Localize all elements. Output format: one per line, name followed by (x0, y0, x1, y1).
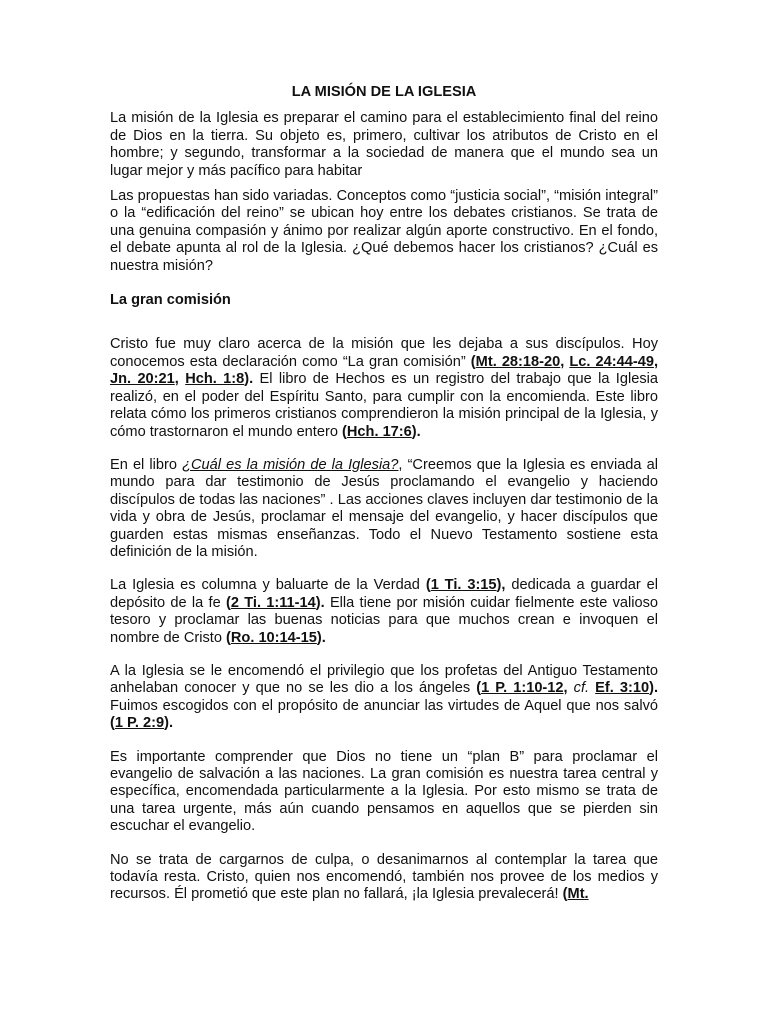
paragraph-libro (110, 457, 658, 561)
text-span: No se trata de cargarnos de culpa, o desanimarnos al contemplar la tarea que todavía resta. Cristo, quien nos encomendó, también nos provee de los medios y recursos. Él prometió que este plan no fallará, ¡la Iglesia prevalecerá! (110, 851, 658, 903)
text-span: Cristo fue muy claro acerca de la misión que les dejaba a sus discípulos. Hoy conocemos esta declaración como “La gran comisión” (110, 336, 658, 370)
section-heading: La gran comisión (110, 292, 231, 309)
scripture-reference[interactable]: (1 P. 2:9). (110, 715, 174, 732)
ref-1ti-3[interactable]: 1 Ti. 3:15 (430, 577, 497, 594)
ref-ro-10[interactable]: Ro. 10:14-15 (230, 629, 317, 646)
paragraph-gran-comision (110, 336, 658, 440)
text-span: El libro de Hechos es un registro del trabajo que la Iglesia realizó, en el poder del Espíritu Santo, para cumplir con la encomienda. Este libro relata cómo los primeros cristianos comprendieron la misión principal de la Iglesia, y cómo trastornaron el mundo entero (110, 371, 658, 440)
text-span: En el libro (110, 456, 183, 473)
ref-hch-1[interactable]: Hch. 1:8 (185, 371, 245, 388)
paragraph-culpa (110, 852, 658, 904)
scripture-reference[interactable]: (Hch. 17:6). (342, 423, 421, 440)
text-span: Fuimos escogidos con el propósito de anunciar las virtudes de Aquel que nos salvó (110, 697, 658, 714)
scripture-reference[interactable]: (1 Ti. 3:15), (425, 577, 506, 594)
paragraph-privilegio (110, 663, 658, 733)
scripture-reference[interactable]: (2 Ti. 1:11-14). (225, 594, 325, 611)
ref-1p-2[interactable]: 1 P. 2:9 (114, 715, 165, 732)
ref-hch-17[interactable]: Hch. 17:6 (346, 423, 412, 440)
text-span: A la Iglesia se le encomendó el privilegio que los profetas del Antiguo Testamento anhelaban conocer y que no se les dio a los ángeles (110, 662, 658, 697)
intro-paragraph-1: La misión de la Iglesia es preparar el camino para el establecimiento final del reino de Dios en la tierra. Su objeto es, primero, cultivar los atributos de Cristo en el hombre; y segundo, transformar a la sociedad de manera que el mundo sea un lugar mejor y más pacífico para habitar (110, 110, 658, 179)
text-span: dedicada a guardar el depósito de la fe (110, 577, 659, 611)
ref-jn-20[interactable]: Jn. 20:21 (110, 371, 175, 388)
cf-abbrev: cf. (573, 680, 590, 697)
scripture-reference[interactable]: (Mt. 28:18-20, Lc. 24:44-49, Jn. 20:21, Hch. 1:8). (110, 353, 659, 388)
text-span: , “Creemos que la Iglesia es enviada al mundo para dar testimonio de Jesús proclamando el evangelio y haciendo discípulos de todas las naciones” . Las acciones claves incluyen dar testimonio de la vida y obra de Jesús, proclamar el mensaje del evangelio, y hacer discípulos que guarden estas mismas enseñanzas. Todo el Nuevo Testamento sostiene esta definición de la misión. (110, 456, 658, 560)
scripture-reference[interactable]: Ef. 3:10). (595, 680, 658, 697)
paragraph-plan-b: Es importante comprender que Dios no tiene un “plan B” para proclamar el evangelio de salvación a las naciones. La gran comisión es nuestra tarea central y específica, encomendada particularmente a la Iglesia. Por esto mismo se trata de una tarea urgente, más aún cuando pensamos en aquellos que se pierden sin escuchar el evangelio. (110, 748, 658, 835)
text-span: La Iglesia es columna y baluarte de la Verdad (110, 577, 426, 594)
ref-lc-24[interactable]: Lc. 24:44-49 (569, 353, 654, 370)
text-span: Ella tiene por misión cuidar fielmente este valioso tesoro y proclamar las buenas noticias para que muchos crean e invoquen el nombre de Cristo (110, 594, 658, 646)
ref-ef-3[interactable]: Ef. 3:10 (595, 680, 650, 697)
intro-paragraph-2: Las propuestas han sido variadas. Conceptos como “justicia social”, “misión integral” o la “edificación del reino” se ubican hoy entre los debates cristianos. Se trata de una genuina compasión y ánimo por realizar algún aporte constructivo. En el fondo, el debate apunta al rol de la Iglesia. ¿Qué debemos hacer los cristianos? ¿Cuál es nuestra misión? (110, 188, 658, 274)
ref-mt-28[interactable]: Mt. 28:18-20 (475, 353, 561, 370)
ref-1p-1[interactable]: 1 P. 1:10-12 (481, 680, 564, 697)
document-title: LA MISIÓN DE LA IGLESIA (291, 84, 477, 100)
ref-mt[interactable]: Mt. (567, 886, 589, 903)
ref-2ti-1[interactable]: 2 Ti. 1:11-14 (230, 594, 316, 611)
scripture-reference[interactable]: (Mt. (562, 886, 589, 903)
document-page (110, 84, 658, 904)
book-title-link[interactable]: ¿Cuál es la misión de la Iglesia? (182, 456, 399, 473)
paragraph-columna (110, 577, 658, 647)
scripture-reference[interactable]: (1 P. 1:10-12, (476, 680, 574, 697)
scripture-reference[interactable]: (Ro. 10:14-15). (226, 629, 326, 646)
